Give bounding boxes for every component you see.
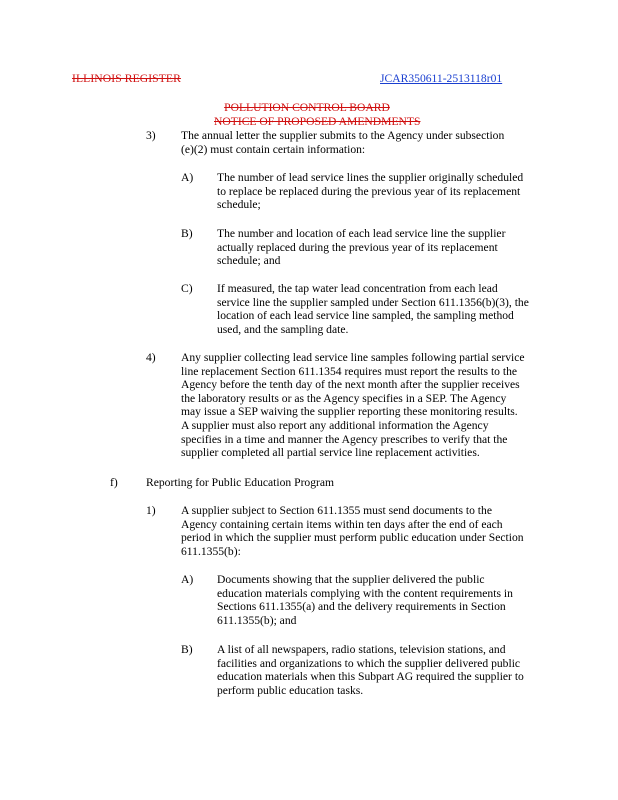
item-text: The number of lead service lines the supplier originally scheduled to replace be replaced during the previous year of its replacement schedule; — [217, 171, 524, 212]
agency-name: POLLUTION CONTROL BOARD — [224, 101, 390, 114]
item-text: The annual letter the supplier submits to the Agency under subsection (e)(2) must contain certain information: — [181, 129, 505, 156]
section-heading: Reporting for Public Education Program — [146, 476, 335, 489]
item-text: A supplier subject to Section 611.1355 must send documents to the Agency containing certain items within ten days after the end of each period in which the supplier must perform public education under Section 611.1355(b): — [181, 504, 524, 558]
item-text: Documents showing that the supplier delivered the public education materials complying with the content requirements in Sections 611.1355(a) and the delivery requirements in Section 611.1355(b); and — [217, 573, 513, 627]
item-text: Any supplier collecting lead service line samples following partial service line replacement Section 611.1354 requires must report the results to the Agency before the tenth day of the next month after the supplier receives the laboratory results or as the Agency specifies in a SEP. The Agency may issue a SEP waiving the supplier reporting these monitoring results. A supplier must also report any additional information the Agency specifies in a time and manner the Agency prescribes to verify that the supplier completed all partial service line replacement activities. — [181, 351, 525, 460]
item-label: 3) — [146, 129, 156, 142]
item-text: If measured, the tap water lead concentration from each lead service line the supplier sampled under Section 611.1356(b)(3), the location of each lead service line sampled, the sampling method used, and the sampling date. — [217, 282, 529, 336]
item-label: C) — [181, 282, 193, 295]
notice-title: NOTICE OF PROPOSED AMENDMENTS — [214, 115, 421, 128]
item-label: 4) — [146, 351, 156, 364]
item-label: A) — [181, 171, 194, 184]
item-text: A list of all newspapers, radio stations, television stations, and facilities and organizations to which the supplier delivered public education materials when this Subpart AG required the supplier to perform public education tasks. — [217, 643, 524, 697]
item-label: B) — [181, 643, 193, 656]
section-label: f) — [110, 476, 118, 489]
item-label: B) — [181, 227, 193, 240]
jcar-reference: JCAR350611-2513118r01 — [380, 72, 503, 85]
register-title: ILLINOIS REGISTER — [72, 72, 181, 85]
item-label: A) — [181, 573, 194, 586]
item-text: The number and location of each lead service line the supplier actually replaced during the previous year of its replacement schedule; and — [217, 227, 506, 268]
item-label: 1) — [146, 504, 156, 517]
